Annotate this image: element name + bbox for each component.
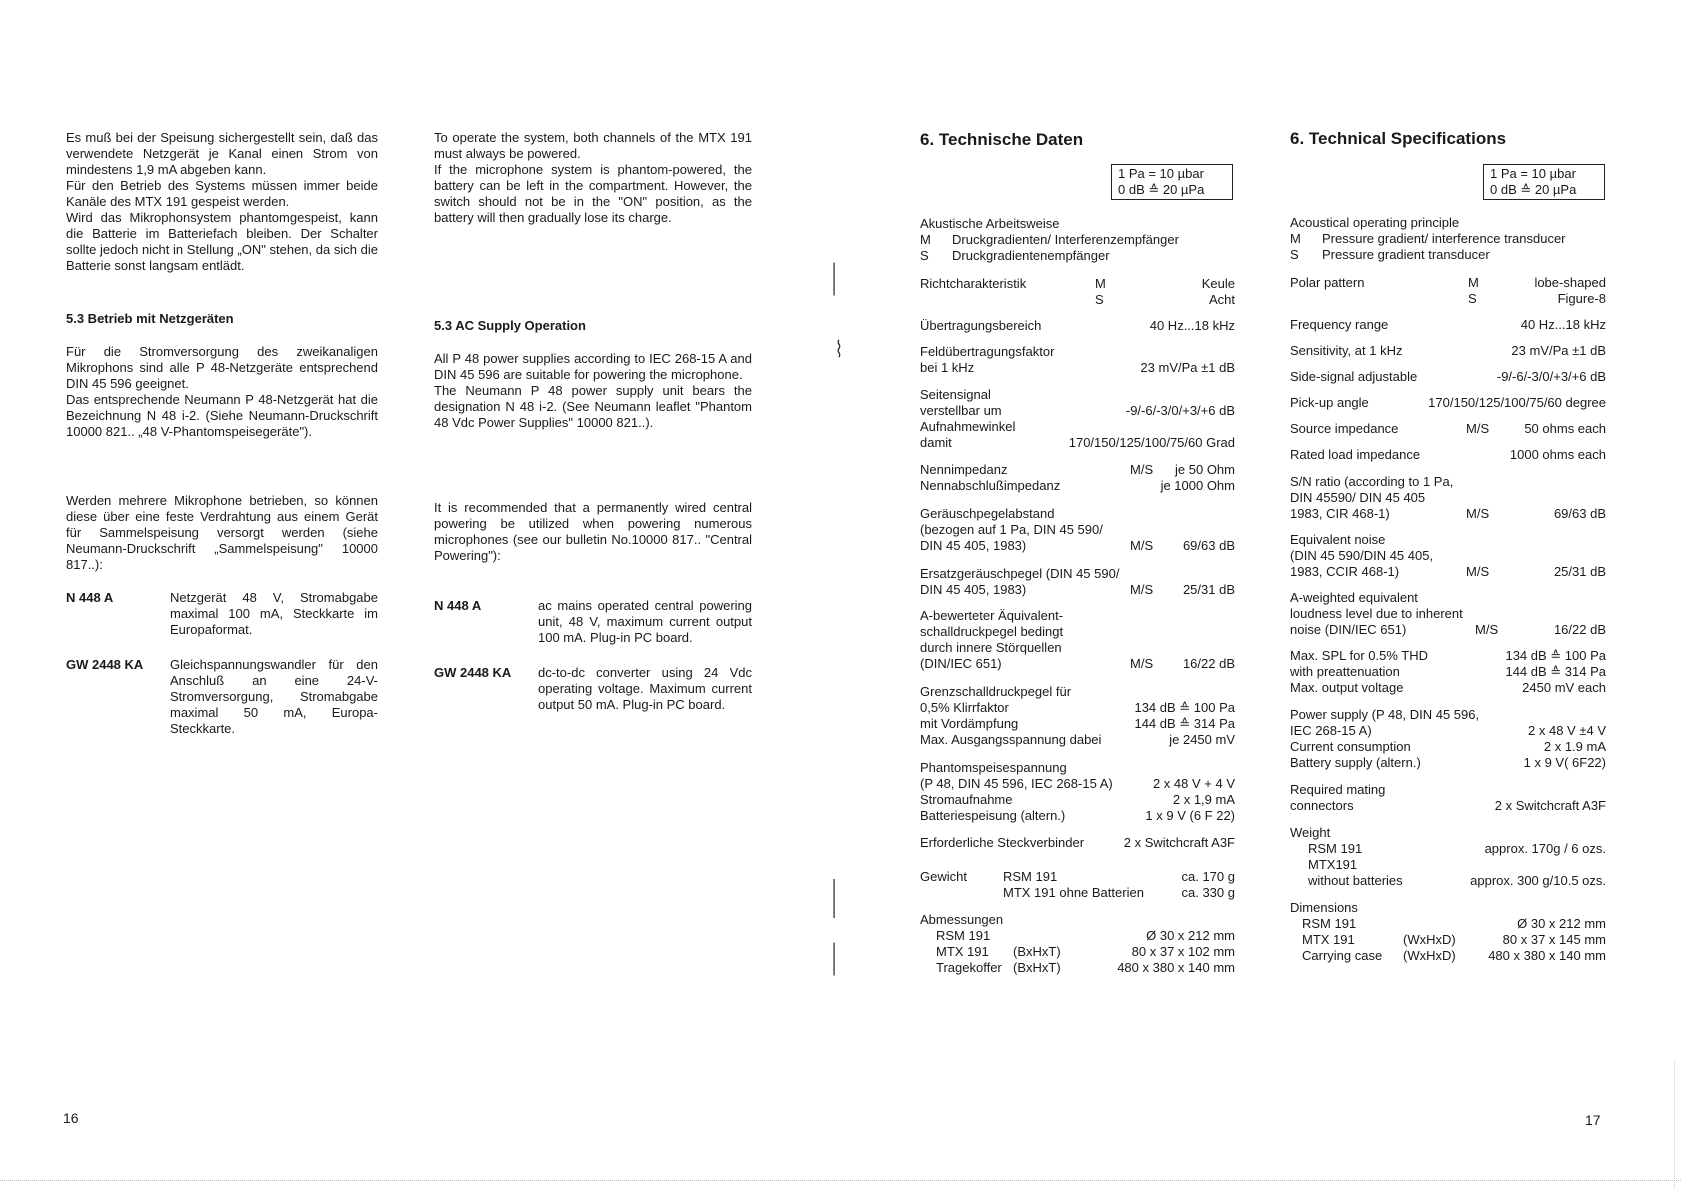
- de-aufn1: Aufnahmewinkel: [920, 419, 1016, 434]
- en-aw1: A-weighted equivalent: [1290, 590, 1418, 605]
- de-feld1: Feldübertragungsfaktor: [920, 344, 1055, 359]
- de-richt-s: S: [1095, 292, 1104, 307]
- en-spl2: with preattenuation: [1290, 664, 1400, 679]
- en-con2: connectors: [1290, 798, 1354, 813]
- de-ph-v: 2 x 48 V + 4 V: [1152, 776, 1235, 791]
- de-abw-v: 16/22 dB: [1182, 656, 1235, 671]
- en-wt-rsm-v: approx. 170g / 6 ozs.: [1484, 841, 1606, 856]
- en-section-text: [434, 351, 752, 431]
- en-bat: Battery supply (altern.): [1290, 755, 1421, 770]
- en-pick-v: 170/150/125/100/75/60 degree: [1428, 395, 1606, 410]
- de-specs-title: 6. Technische Daten: [920, 130, 1084, 149]
- en-wt: Weight: [1290, 825, 1331, 840]
- en-dim-mtx-v: 80 x 37 x 145 mm: [1502, 932, 1606, 947]
- en-device-2-desc: dc-to-dc converter using 24 Vdc operating voltage. Maximum current output 50 mA. Plug-in PC board.: [538, 665, 752, 712]
- de-device-1-model: N 448 A: [66, 590, 114, 605]
- en-unit-box: [1483, 164, 1605, 200]
- en-section-p2: The Neumann P 48 power supply unit bears the designation N 48 i-2. (See Neumann leaflet "Phantom 48 Vdc Power Supplies" 10000 821..).: [434, 383, 752, 430]
- en-side: Side-signal adjustable: [1290, 369, 1418, 384]
- en-aw2: loudness level due to inherent: [1290, 606, 1463, 621]
- en-polar-m: M: [1468, 275, 1479, 290]
- en-polar-mv: lobe-shaped: [1534, 275, 1606, 290]
- en-sn2: DIN 45590/ DIN 45 405: [1290, 490, 1426, 505]
- de-abm-trag: Tragekoffer: [936, 960, 1002, 975]
- de-seit1: Seitensignal: [920, 387, 991, 402]
- en-cur-v: 2 x 1.9 mA: [1543, 739, 1606, 754]
- de-gew-mtx-v: ca. 330 g: [1181, 885, 1235, 900]
- en-src-ms: M/S: [1466, 421, 1490, 436]
- de-section-p2: Das entsprechende Neumann P 48-Netzgerät hat die Bezeichnung N 48 i-2. (Siehe Neumann-Druckschrift 10000 821.. „48 V-Phantomspeisegeräte").: [66, 392, 378, 439]
- de-nenn1-ms: M/S: [1130, 462, 1154, 477]
- en-eq-ms: M/S: [1466, 564, 1490, 579]
- en-con-v: 2 x Switchcraft A3F: [1494, 798, 1606, 813]
- de-batt-v: 1 x 9 V (6 F 22): [1145, 808, 1235, 823]
- de-ger-v: 69/63 dB: [1182, 538, 1235, 553]
- de-arbeitsweise: Akustische Arbeitsweise: [920, 216, 1060, 231]
- en-unit-box-line2: 0 dB ≙ 20 µPa: [1490, 182, 1577, 197]
- de-gew-rsm-v: ca. 170 g: [1181, 869, 1235, 884]
- de-uebertragung: Übertragungsbereich: [920, 318, 1042, 333]
- de-strom: Stromaufnahme: [920, 792, 1013, 807]
- en-dim-case-u: (WxHxD): [1403, 948, 1456, 963]
- de-abm-mtx: MTX 191: [936, 944, 989, 959]
- de-gew-rsm: RSM 191: [1003, 869, 1058, 884]
- page-number-right: 17: [1585, 1112, 1601, 1128]
- de-s-label: S: [920, 248, 929, 263]
- de-abm: Abmessungen: [920, 912, 1004, 927]
- en-side-v: -9/-6/-3/0/+3/+6 dB: [1496, 369, 1606, 384]
- en-sens-v: 23 mV/Pa ±1 dB: [1511, 343, 1606, 358]
- en-ps2: IEC 268-15 A): [1290, 723, 1372, 738]
- en-cur: Current consumption: [1290, 739, 1411, 754]
- en-freq-v: 40 Hz...18 kHz: [1520, 317, 1606, 332]
- de-grenz2: 0,5% Klirrfaktor: [920, 700, 1009, 715]
- de-richt-mv: Keule: [1201, 276, 1235, 291]
- en-dim-mtx-u: (WxHxD): [1403, 932, 1456, 947]
- en-spl1: Max. SPL for 0.5% THD: [1290, 648, 1428, 663]
- en-wt-mtx-v: approx. 300 g/10.5 ozs.: [1470, 873, 1606, 888]
- en-aw-ms: M/S: [1475, 622, 1499, 637]
- en-src-v: 50 ohms each: [1524, 421, 1606, 436]
- en-intro: [434, 130, 752, 226]
- en-dim: Dimensions: [1290, 900, 1358, 915]
- en-spl1-v: 134 dB ≙ 100 Pa: [1505, 648, 1606, 663]
- en-section-heading: 5.3 AC Supply Operation: [434, 318, 586, 333]
- de-abw2: schalldruckpegel bedingt: [920, 624, 1064, 639]
- de-ers-v: 25/31 dB: [1182, 582, 1235, 597]
- en-wt-mtx: MTX191: [1308, 857, 1358, 872]
- en-load: Rated load impedance: [1290, 447, 1421, 462]
- en-bat-v: 1 x 9 V( 6F22): [1523, 755, 1606, 770]
- en-specs-title: 6. Technical Specifications: [1290, 129, 1507, 148]
- en-eq2: (DIN 45 590/DIN 45 405,: [1290, 548, 1434, 563]
- de-device-2-desc: Gleichspannungswandler für den Anschluß an eine 24-V-Stromversorgung, Stromabgabe maximal 50 mA, Europa-Steckkarte.: [170, 657, 378, 736]
- de-m-label: M: [920, 232, 931, 247]
- de-ph2: (P 48, DIN 45 596, IEC 268-15 A): [920, 776, 1113, 791]
- en-multi-text: It is recommended that a permanently wired central powering be utilized when powering numerous microphones (see our bulletin No.10000 817.. "Central Powering"):: [434, 500, 752, 563]
- de-intro: [66, 130, 378, 274]
- de-richt-sv: Acht: [1208, 292, 1235, 307]
- en-eq1: Equivalent noise: [1290, 532, 1386, 547]
- de-section-p1: Für die Stromversorgung des zweikanaligen Mikrophons sind alle P 48-Netzgeräte entsprechend DIN 45 596 geeignet.: [66, 344, 378, 391]
- en-mov: Max. output voltage: [1290, 680, 1404, 695]
- en-sn3: 1983, CIR 468-1): [1290, 506, 1390, 521]
- de-ger2: (bezogen auf 1 Pa, DIN 45 590/: [920, 522, 1103, 537]
- de-uebertragung-v: 40 Hz...18 kHz: [1149, 318, 1235, 333]
- en-sn1: S/N ratio (according to 1 Pa,: [1290, 474, 1454, 489]
- de-nenn2: Nennabschlußimpedanz: [920, 478, 1061, 493]
- en-dim-case-v: 480 x 380 x 140 mm: [1488, 948, 1606, 963]
- de-ger-ms: M/S: [1130, 538, 1154, 553]
- en-src: Source impedance: [1290, 421, 1399, 436]
- binding-mark: |: [832, 875, 837, 920]
- de-ger3: DIN 45 405, 1983): [920, 538, 1027, 553]
- de-grenz1: Grenzschalldruckpegel für: [920, 684, 1072, 699]
- en-intro-p1: To operate the system, both channels of the MTX 191 must always be powered.: [434, 130, 752, 161]
- de-ers1: Ersatzgeräuschpegel (DIN 45 590/: [920, 566, 1120, 581]
- de-batt: Batteriespeisung (altern.): [920, 808, 1066, 823]
- en-sens: Sensitivity, at 1 kHz: [1290, 343, 1403, 358]
- binding-mark: ⌇: [835, 338, 843, 363]
- en-section-p1: All P 48 power supplies according to IEC 268-15 A and DIN 45 596 are suitable for powering the microphone.: [434, 351, 752, 382]
- binding-mark: |: [832, 939, 837, 977]
- de-aufn-v: 170/150/125/100/75/60 Grad: [1068, 435, 1235, 450]
- de-gew: Gewicht: [920, 869, 967, 884]
- en-device-1-model: N 448 A: [434, 598, 482, 613]
- de-seit2: verstellbar um: [920, 403, 1002, 418]
- en-intro-p2: If the microphone system is phantom-powered, the battery can be left in the compartment. However, the switch should not be in the "ON" position, as the battery will then gradually lose its charge.: [434, 162, 752, 225]
- de-strom-v: 2 x 1,9 mA: [1172, 792, 1235, 807]
- en-principle: Acoustical operating principle: [1290, 215, 1460, 230]
- de-richt-m: M: [1095, 276, 1106, 291]
- de-grenz3-v: 144 dB ≙ 314 Pa: [1134, 716, 1235, 731]
- de-abw-ms: M/S: [1130, 656, 1154, 671]
- en-freq: Frequency range: [1290, 317, 1389, 332]
- de-abw3: durch innere Störquellen: [920, 640, 1062, 655]
- de-intro-p2: Für den Betrieb des Systems müssen immer beide Kanäle des MTX 191 gespeist werden.: [66, 178, 378, 209]
- de-abm-rsm-v: Ø 30 x 212 mm: [1146, 928, 1235, 943]
- en-device-1-desc: ac mains operated central powering unit, 48 V, maximum current output 100 mA. Plug-in PC board.: [538, 598, 752, 645]
- en-dim-rsm-v: Ø 30 x 212 mm: [1517, 916, 1606, 931]
- de-nenn1-v: je 50 Ohm: [1175, 462, 1235, 477]
- en-eq3: 1983, CCIR 468-1): [1290, 564, 1400, 579]
- en-ps1: Power supply (P 48, DIN 45 596,: [1290, 707, 1480, 722]
- en-m-text: Pressure gradient/ interference transducer: [1322, 231, 1566, 246]
- en-eq-v: 25/31 dB: [1553, 564, 1606, 579]
- de-seit-v: -9/-6/-3/0/+3/+6 dB: [1125, 403, 1235, 418]
- de-abw1: A-bewerteter Äquivalent-: [920, 608, 1064, 623]
- scan-edge-dots: [0, 1180, 1681, 1182]
- en-wt-rsm: RSM 191: [1308, 841, 1363, 856]
- en-polar: Polar pattern: [1290, 275, 1365, 290]
- de-abw4: (DIN/IEC 651): [920, 656, 1002, 671]
- de-abm-rsm: RSM 191: [936, 928, 991, 943]
- en-dim-case: Carrying case: [1302, 948, 1383, 963]
- de-section-text: [66, 344, 378, 440]
- de-ers-ms: M/S: [1130, 582, 1154, 597]
- en-ps-v: 2 x 48 V ±4 V: [1528, 723, 1606, 738]
- en-unit-box-line1: 1 Pa = 10 µbar: [1490, 166, 1576, 181]
- de-max-v: je 2450 mV: [1169, 732, 1235, 747]
- de-device-2-model: GW 2448 KA: [66, 657, 144, 672]
- binding-mark: |: [832, 259, 837, 297]
- de-steck-v: 2 x Switchcraft A3F: [1123, 835, 1235, 850]
- de-m-text: Druckgradienten/ Interferenzempfänger: [952, 232, 1179, 247]
- en-con1: Required mating: [1290, 782, 1386, 797]
- de-unit-box-line1: 1 Pa = 10 µbar: [1118, 166, 1204, 181]
- de-grenz3: mit Vordämpfung: [920, 716, 1019, 731]
- de-nenn1: Nennimpedanz: [920, 462, 1008, 477]
- en-load-v: 1000 ohms each: [1509, 447, 1606, 462]
- en-s-text: Pressure gradient transducer: [1322, 247, 1490, 262]
- en-polar-s: S: [1468, 291, 1477, 306]
- en-pick: Pick-up angle: [1290, 395, 1369, 410]
- de-aufn2: damit: [920, 435, 952, 450]
- de-section-heading: 5.3 Betrieb mit Netzgeräten: [66, 311, 234, 326]
- de-intro-p3: Wird das Mikrophonsystem phantomgespeist, kann die Batterie im Batteriefach bleiben. Der Schalter sollte jedoch nicht in Stellung „ON" stehen, da sich die Batterie sonst langsam entlädt.: [66, 210, 378, 273]
- en-polar-sv: Figure-8: [1557, 291, 1606, 306]
- en-wt-mtx2: without batteries: [1308, 873, 1403, 888]
- en-dim-mtx: MTX 191: [1302, 932, 1355, 947]
- de-grenz2-v: 134 dB ≙ 100 Pa: [1134, 700, 1235, 715]
- de-max: Max. Ausgangsspannung dabei: [920, 732, 1102, 747]
- de-unit-box: [1111, 164, 1233, 200]
- de-abm-mtx-u: (BxHxT): [1013, 944, 1061, 959]
- de-abm-mtx-v: 80 x 37 x 102 mm: [1131, 944, 1235, 959]
- de-intro-p1: Es muß bei der Speisung sichergestellt sein, daß das verwendete Netzgerät je Kanal einen Strom von mindestens 1,9 mA abgeben kann.: [66, 130, 378, 177]
- de-device-1-desc: Netzgerät 48 V, Stromabgabe maximal 100 mA, Steckkarte im Europaformat.: [170, 590, 378, 637]
- de-gew-mtx: MTX 191 ohne Batterien: [1003, 885, 1144, 900]
- de-ph1: Phantomspeisespannung: [920, 760, 1067, 775]
- de-multi-text: Werden mehrere Mikrophone betrieben, so können diese über eine feste Verdrahtung aus einem Gerät für Sammelspeisung versorgt werden (siehe Neumann-Druckschrift „Sammelspeisung" 10000 817..):: [66, 493, 378, 572]
- de-nenn2-v: je 1000 Ohm: [1160, 478, 1235, 493]
- en-sn-ms: M/S: [1466, 506, 1490, 521]
- de-feld-v: 23 mV/Pa ±1 dB: [1140, 360, 1235, 375]
- en-mov-v: 2450 mV each: [1522, 680, 1606, 695]
- en-spl2-v: 144 dB ≙ 314 Pa: [1505, 664, 1606, 679]
- page-number-left: 16: [63, 1110, 79, 1126]
- en-dim-rsm: RSM 191: [1302, 916, 1357, 931]
- de-abm-trag-u: (BxHxT): [1013, 960, 1061, 975]
- de-ger1: Geräuschpegelabstand: [920, 506, 1055, 521]
- de-abm-trag-v: 480 x 380 x 140 mm: [1117, 960, 1235, 975]
- en-aw3: noise (DIN/IEC 651): [1290, 622, 1407, 637]
- de-steck: Erforderliche Steckverbinder: [920, 835, 1085, 850]
- de-s-text: Druckgradientenempfänger: [952, 248, 1110, 263]
- de-unit-box-line2: 0 dB ≙ 20 µPa: [1118, 182, 1205, 197]
- en-s-label: S: [1290, 247, 1299, 262]
- en-aw-v: 16/22 dB: [1553, 622, 1606, 637]
- en-m-label: M: [1290, 231, 1301, 246]
- de-feld2: bei 1 kHz: [920, 360, 975, 375]
- en-sn-v: 69/63 dB: [1553, 506, 1606, 521]
- de-ers2: DIN 45 405, 1983): [920, 582, 1027, 597]
- scan-edge-line: [1674, 1060, 1675, 1189]
- de-richt: Richtcharakteristik: [920, 276, 1027, 291]
- en-device-2-model: GW 2448 KA: [434, 665, 512, 680]
